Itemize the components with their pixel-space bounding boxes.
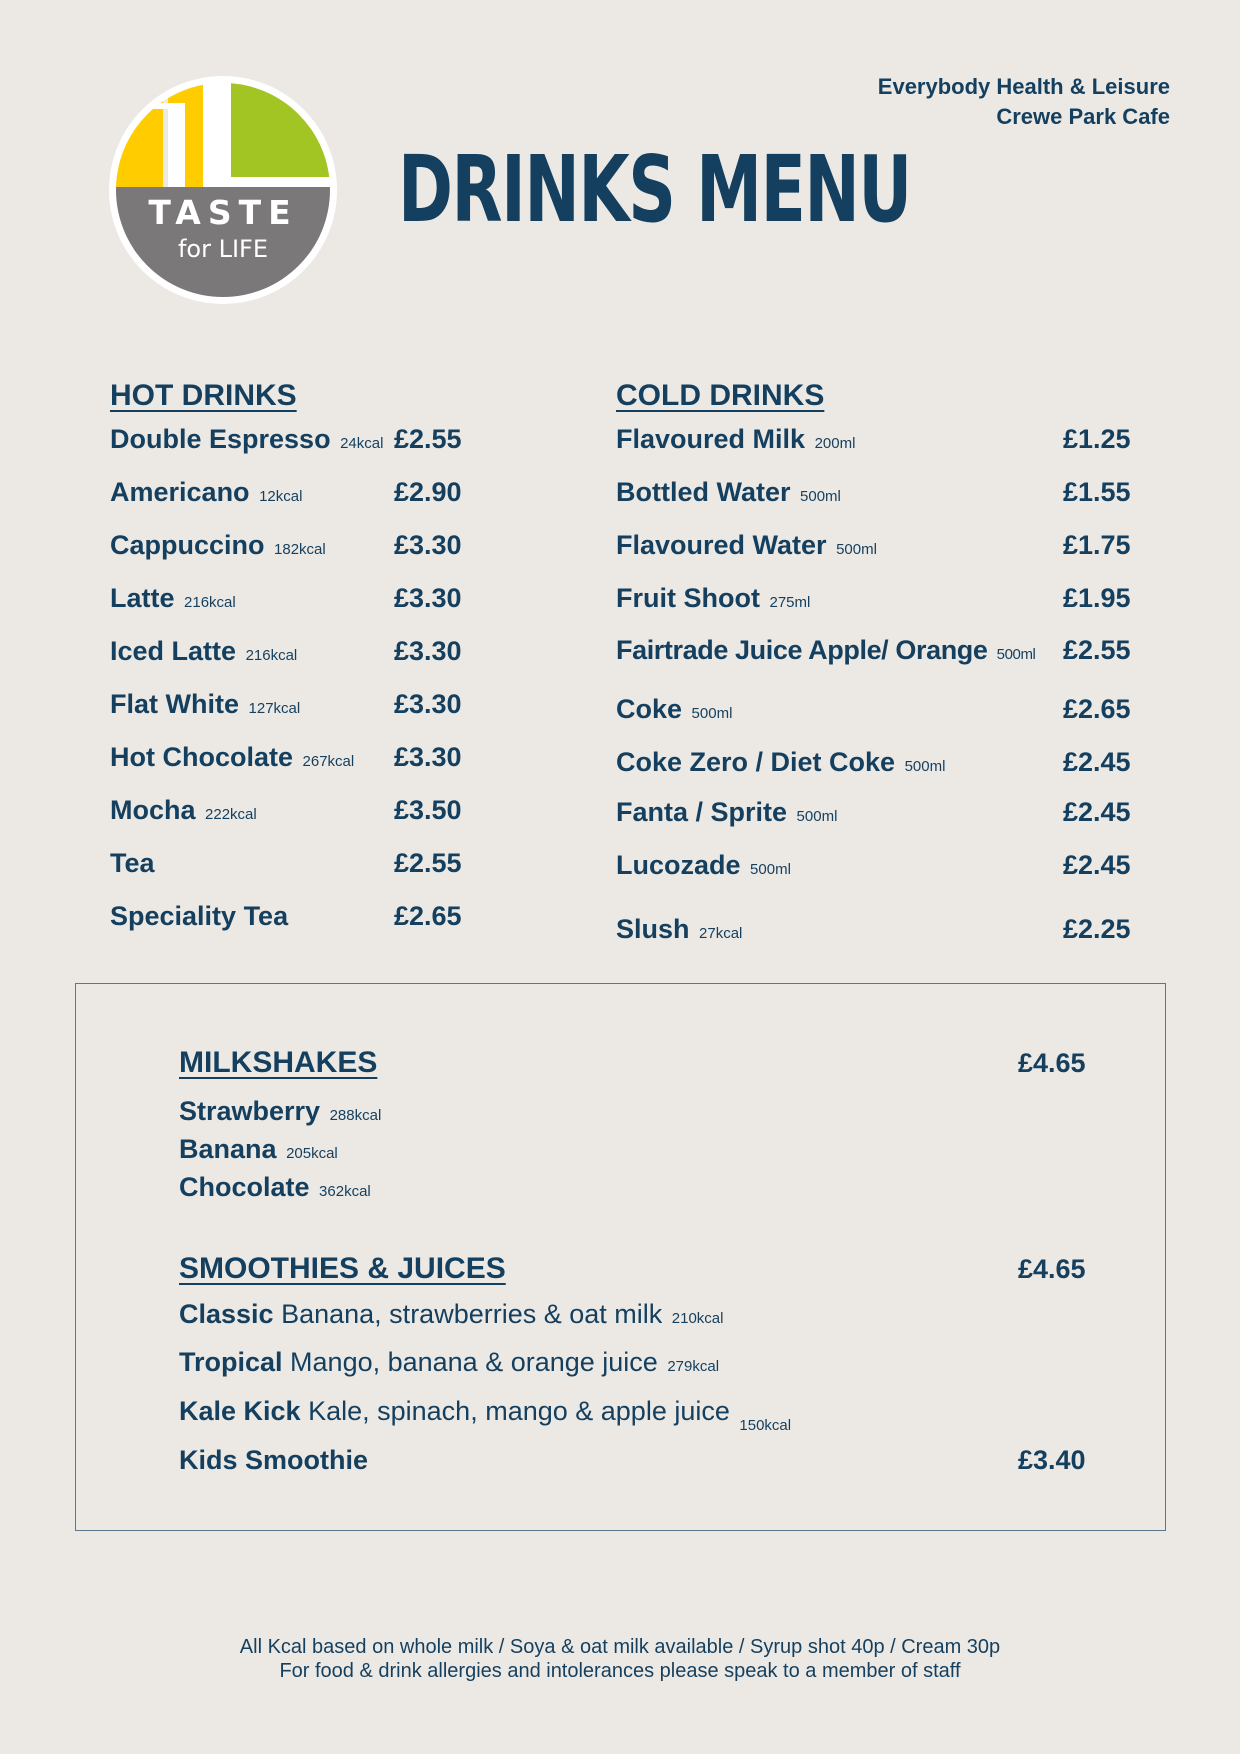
item-kcal: 27kcal xyxy=(699,925,743,942)
item-name: Latte xyxy=(110,583,175,613)
item-kcal: 216kcal xyxy=(184,594,236,611)
item-price: £3.30 xyxy=(394,636,462,666)
milkshakes-heading: MILKSHAKES xyxy=(179,1046,378,1079)
item-price: £2.25 xyxy=(1063,914,1131,944)
item-kcal: 127kcal xyxy=(248,700,301,717)
milkshakes-price: £4.65 xyxy=(1018,1048,1086,1078)
item-price: £3.30 xyxy=(394,530,462,560)
item-name: Iced Latte xyxy=(110,636,237,666)
item-name: Chocolate xyxy=(179,1172,310,1202)
item-kcal: 222kcal xyxy=(205,806,257,823)
menu-item xyxy=(616,912,742,951)
item-name: Fairtrade Juice Apple/ Orange xyxy=(616,635,988,665)
menu-item xyxy=(110,634,297,673)
smoothies-price: £4.65 xyxy=(1018,1254,1086,1284)
item-name: Cappuccino xyxy=(110,530,265,560)
menu-item xyxy=(110,581,236,620)
item-name: Lucozade xyxy=(616,850,741,880)
item-kcal: 279kcal xyxy=(667,1358,720,1375)
item-name: Americano xyxy=(110,477,250,507)
item-price: £2.65 xyxy=(394,901,462,931)
item-name: Banana xyxy=(179,1134,277,1164)
logo-emblem xyxy=(108,75,338,305)
kids-smoothie-name: Kids Smoothie xyxy=(179,1445,369,1475)
menu-item xyxy=(616,528,877,567)
menu-item xyxy=(616,745,945,784)
menu-item xyxy=(616,475,841,514)
menu-item xyxy=(110,740,354,779)
item-price: £1.55 xyxy=(1063,477,1131,507)
item-price: £3.50 xyxy=(394,795,462,825)
menu-item xyxy=(179,1345,719,1384)
footer-note-1: All Kcal based on whole milk / Soya & oat milk available / Syrup shot 40p / Cream 30p xyxy=(239,1636,1001,1658)
item-price: £2.45 xyxy=(1063,747,1131,777)
item-kcal: 362kcal xyxy=(319,1183,371,1200)
menu-item xyxy=(110,475,302,514)
item-price: £2.90 xyxy=(394,477,462,507)
hot-drinks-heading: HOT DRINKS xyxy=(110,379,297,412)
item-price: £1.75 xyxy=(1063,530,1131,560)
item-price: £2.55 xyxy=(1063,635,1131,665)
taste-for-life-logo xyxy=(108,75,338,305)
item-kcal: 216kcal xyxy=(245,647,298,664)
item-price: £2.45 xyxy=(1063,850,1131,880)
cold-drinks-heading: COLD DRINKS xyxy=(616,379,825,412)
item-name: Fruit Shoot xyxy=(616,583,760,613)
item-size: 500ml xyxy=(691,705,733,722)
item-size: 200ml xyxy=(814,435,856,452)
menu-item xyxy=(616,633,1035,672)
menu-item xyxy=(179,1394,791,1433)
logo-text-taste: TASTE xyxy=(148,193,298,232)
item-name: Flat White xyxy=(110,689,239,719)
item-name: Speciality Tea xyxy=(110,901,289,931)
logo-text-for-life: for LIFE xyxy=(177,235,269,263)
item-size: 500ml xyxy=(750,861,791,878)
item-name: Tropical xyxy=(179,1347,283,1377)
item-name: Fanta / Sprite xyxy=(616,797,788,827)
item-name: Strawberry xyxy=(179,1096,321,1126)
menu-item xyxy=(179,1170,371,1209)
item-price: £2.55 xyxy=(394,424,462,454)
item-kcal: 150kcal xyxy=(739,1417,792,1434)
item-kcal: 288kcal xyxy=(329,1107,382,1124)
item-kcal: 12kcal xyxy=(259,488,303,505)
item-size: 275ml xyxy=(769,594,811,611)
menu-item xyxy=(179,1297,723,1336)
item-name: Coke Zero / Diet Coke xyxy=(616,747,896,777)
item-price: £1.95 xyxy=(1063,583,1131,613)
menu-item xyxy=(616,581,810,620)
item-size: 500ml xyxy=(904,758,946,775)
item-kcal: 205kcal xyxy=(286,1145,338,1162)
venue-name xyxy=(878,72,1170,132)
menu-item xyxy=(110,422,383,461)
smoothies-heading: SMOOTHIES & JUICES xyxy=(179,1252,506,1285)
item-price: £3.30 xyxy=(394,689,462,719)
item-description: Mango, banana & orange juice xyxy=(290,1347,658,1377)
item-size: 500ml xyxy=(800,488,841,505)
item-description: Kale, spinach, mango & apple juice xyxy=(308,1396,730,1426)
menu-item xyxy=(616,848,791,887)
venue-line-2: Crewe Park Cafe xyxy=(996,104,1170,129)
menu-item xyxy=(616,692,732,731)
item-description: Banana, strawberries & oat milk xyxy=(281,1299,663,1329)
page-title: DRINKS MENU xyxy=(398,136,911,243)
item-name: Hot Chocolate xyxy=(110,742,294,772)
menu-item xyxy=(179,1132,338,1171)
item-name: Double Espresso xyxy=(110,424,331,454)
item-size: 500ml xyxy=(796,808,838,825)
menu-item xyxy=(179,1094,381,1133)
item-price: £1.25 xyxy=(1063,424,1131,454)
item-name: Tea xyxy=(110,848,155,878)
item-name: Flavoured Milk xyxy=(616,424,806,454)
item-size: 500ml xyxy=(836,541,877,558)
footer-note-2: For food & drink allergies and intolerances please speak to a member of staff xyxy=(279,1660,961,1682)
item-name: Flavoured Water xyxy=(616,530,827,560)
item-price: £3.30 xyxy=(394,742,462,772)
item-kcal: 267kcal xyxy=(302,753,355,770)
menu-item xyxy=(110,899,288,933)
item-name: Bottled Water xyxy=(616,477,791,507)
item-price: £3.30 xyxy=(394,583,462,613)
menu-item xyxy=(110,793,257,832)
item-name: Classic xyxy=(179,1299,274,1329)
item-kcal: 210kcal xyxy=(671,1310,724,1327)
menu-item xyxy=(110,528,326,567)
kids-smoothie-price: £3.40 xyxy=(1018,1445,1086,1475)
item-kcal: 182kcal xyxy=(274,541,326,558)
menu-item xyxy=(110,687,300,726)
item-price: £2.65 xyxy=(1063,694,1131,724)
item-kcal: 24kcal xyxy=(340,435,384,452)
item-name: Slush xyxy=(616,914,690,944)
item-name: Coke xyxy=(616,694,683,724)
item-name: Kale Kick xyxy=(179,1396,301,1426)
menu-item xyxy=(616,795,837,834)
venue-line-1: Everybody Health & Leisure xyxy=(877,74,1170,99)
item-price: £2.45 xyxy=(1063,797,1131,827)
item-name: Mocha xyxy=(110,795,196,825)
item-size: 500ml xyxy=(996,646,1036,663)
menu-item xyxy=(110,846,155,880)
item-price: £2.55 xyxy=(394,848,462,878)
menu-item xyxy=(616,422,855,461)
